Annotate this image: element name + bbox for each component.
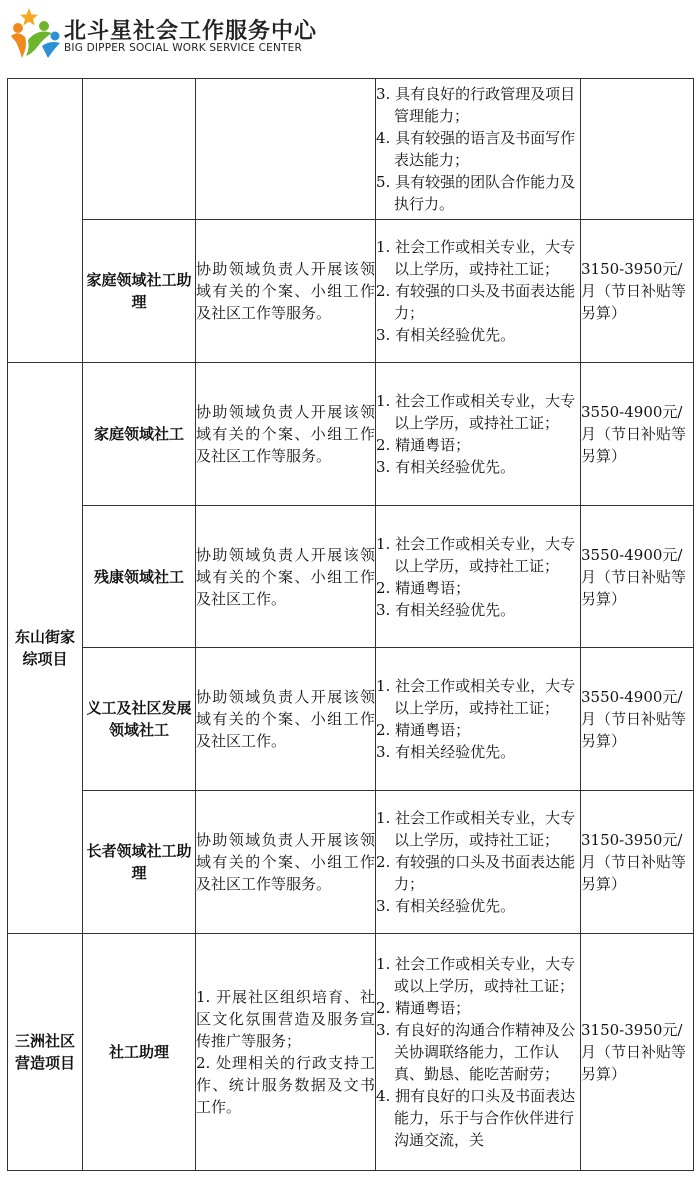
project-cell bbox=[8, 79, 83, 363]
salary-cell bbox=[581, 79, 694, 220]
requirement-item: 4. 拥有良好的口头及书面表达能力，乐于与合作伙伴进行沟通交流，关 bbox=[376, 1087, 576, 1149]
requirement-item: 1. 社会工作或相关专业，大专以上学历，或持社工证； bbox=[376, 534, 576, 575]
position-cell bbox=[83, 79, 196, 220]
duty-item: 1. 开展社区组织培育、社区文化氛围营造及服务宣传推广等服务； bbox=[196, 988, 375, 1050]
requirements-cell bbox=[376, 934, 581, 1171]
duties-cell: 协助领域负责人开展该领域有关的个案、小组工作及社区工作。 bbox=[196, 648, 376, 791]
logo-orange-figure-body bbox=[11, 33, 26, 58]
duties-cell bbox=[196, 79, 376, 220]
page-header bbox=[0, 0, 700, 78]
position-cell: 长者领域社工助理 bbox=[83, 791, 196, 934]
requirement-item: 3. 有相关经验优先。 bbox=[376, 743, 516, 761]
requirement-item: 3. 有相关经验优先。 bbox=[376, 600, 516, 619]
duty-item: 2. 处理相关的行政支持工作、统计服务数据及文书工作。 bbox=[196, 1054, 375, 1116]
project-cell: 三洲社区营造项目 bbox=[8, 934, 83, 1171]
duties-cell: 协助领域负责人开展该领域有关的个案、小组工作及社区工作。 bbox=[196, 506, 376, 648]
duties-cell: 协助领域负责人开展该领域有关的个案、小组工作及社区工作等服务。 bbox=[196, 791, 376, 934]
logo-green-figure-head bbox=[39, 21, 49, 31]
requirement-item: 2. 精通粤语； bbox=[376, 578, 471, 597]
requirements-cell bbox=[376, 363, 581, 506]
project-cell: 东山街家综项目 bbox=[8, 363, 83, 934]
salary-cell: 3150-3950元/月（节日补贴等另算） bbox=[581, 791, 694, 934]
requirement-item: 2. 精通粤语； bbox=[376, 436, 471, 454]
table-row bbox=[8, 934, 694, 1171]
requirements-cell bbox=[376, 220, 581, 363]
logo-blue-figure-body bbox=[42, 42, 60, 58]
position-cell: 家庭领域社工 bbox=[83, 363, 196, 506]
requirement-item: 1. 社会工作或相关专业，大专以上学历，或持社工证； bbox=[376, 809, 576, 849]
table-row bbox=[8, 363, 694, 506]
requirement-item: 2. 有较强的口头及书面表达能力； bbox=[376, 853, 576, 893]
requirements-cell bbox=[376, 506, 581, 648]
table-row bbox=[8, 648, 694, 791]
table-row bbox=[8, 79, 694, 220]
position-cell: 社工助理 bbox=[83, 934, 196, 1171]
position-cell: 义工及社区发展领域社工 bbox=[83, 648, 196, 791]
position-cell: 残康领域社工 bbox=[83, 506, 196, 648]
logo-orange-figure-head bbox=[13, 23, 23, 33]
recruitment-table bbox=[7, 78, 694, 1171]
requirement-item: 1. 社会工作或相关专业，大专以上学历，或持社工证； bbox=[376, 392, 576, 432]
salary-cell: 3550-4900元/月（节日补贴等另算） bbox=[581, 648, 694, 791]
requirement-item: 4. 具有较强的语言及书面写作表达能力； bbox=[376, 129, 576, 169]
duties-cell: 协助领域负责人开展该领域有关的个案、小组工作及社区工作等服务。 bbox=[196, 220, 376, 363]
requirements-cell bbox=[376, 79, 581, 220]
requirement-item: 1. 社会工作或相关专业，大专以上学历，或持社工证； bbox=[376, 238, 576, 278]
requirement-item: 1. 社会工作或相关专业，大专或以上学历，或持社工证； bbox=[376, 955, 576, 995]
requirement-item: 3. 有相关经验优先。 bbox=[376, 897, 516, 915]
requirement-item: 2. 精通粤语； bbox=[376, 721, 471, 739]
table-row bbox=[8, 220, 694, 363]
duties-cell bbox=[196, 934, 376, 1171]
big-dipper-logo-icon bbox=[8, 6, 62, 62]
salary-cell: 3550-4900元/月（节日补贴等另算） bbox=[581, 363, 694, 506]
requirements-cell bbox=[376, 648, 581, 791]
org-name-cn: 北斗星社会工作服务中心 bbox=[64, 19, 318, 44]
logo-blue-figure-head bbox=[51, 32, 60, 41]
requirement-item: 3. 有相关经验优先。 bbox=[376, 458, 516, 476]
position-cell: 家庭领域社工助理 bbox=[83, 220, 196, 363]
requirement-item: 3. 有良好的沟通合作精神及公关协调联络能力，工作认真、勤恳、能吃苦耐劳； bbox=[376, 1021, 576, 1083]
org-name-en: BIG DIPPER SOCIAL WORK SERVICE CENTER bbox=[64, 42, 302, 54]
requirement-item: 3. 具有良好的行政管理及项目管理能力； bbox=[376, 85, 576, 125]
salary-cell: 3150-3950元/月（节日补贴等另算） bbox=[581, 934, 694, 1171]
table-row bbox=[8, 791, 694, 934]
salary-cell: 3150-3950元/月（节日补贴等另算） bbox=[581, 220, 694, 363]
logo-star-shape bbox=[20, 8, 38, 26]
salary-cell: 3550-4900元/月（节日补贴等另算） bbox=[581, 506, 694, 648]
requirement-item: 3. 有相关经验优先。 bbox=[376, 326, 516, 344]
requirement-item: 2. 精通粤语； bbox=[376, 999, 471, 1017]
duties-cell: 协助领域负责人开展该领域有关的个案、小组工作及社区工作等服务。 bbox=[196, 363, 376, 506]
requirement-item: 5. 具有较强的团队合作能力及执行力。 bbox=[376, 173, 576, 213]
requirements-cell bbox=[376, 791, 581, 934]
table-row bbox=[8, 506, 694, 648]
requirement-item: 1. 社会工作或相关专业，大专以上学历，或持社工证； bbox=[376, 677, 576, 717]
requirement-item: 2. 有较强的口头及书面表达能力； bbox=[376, 282, 576, 322]
